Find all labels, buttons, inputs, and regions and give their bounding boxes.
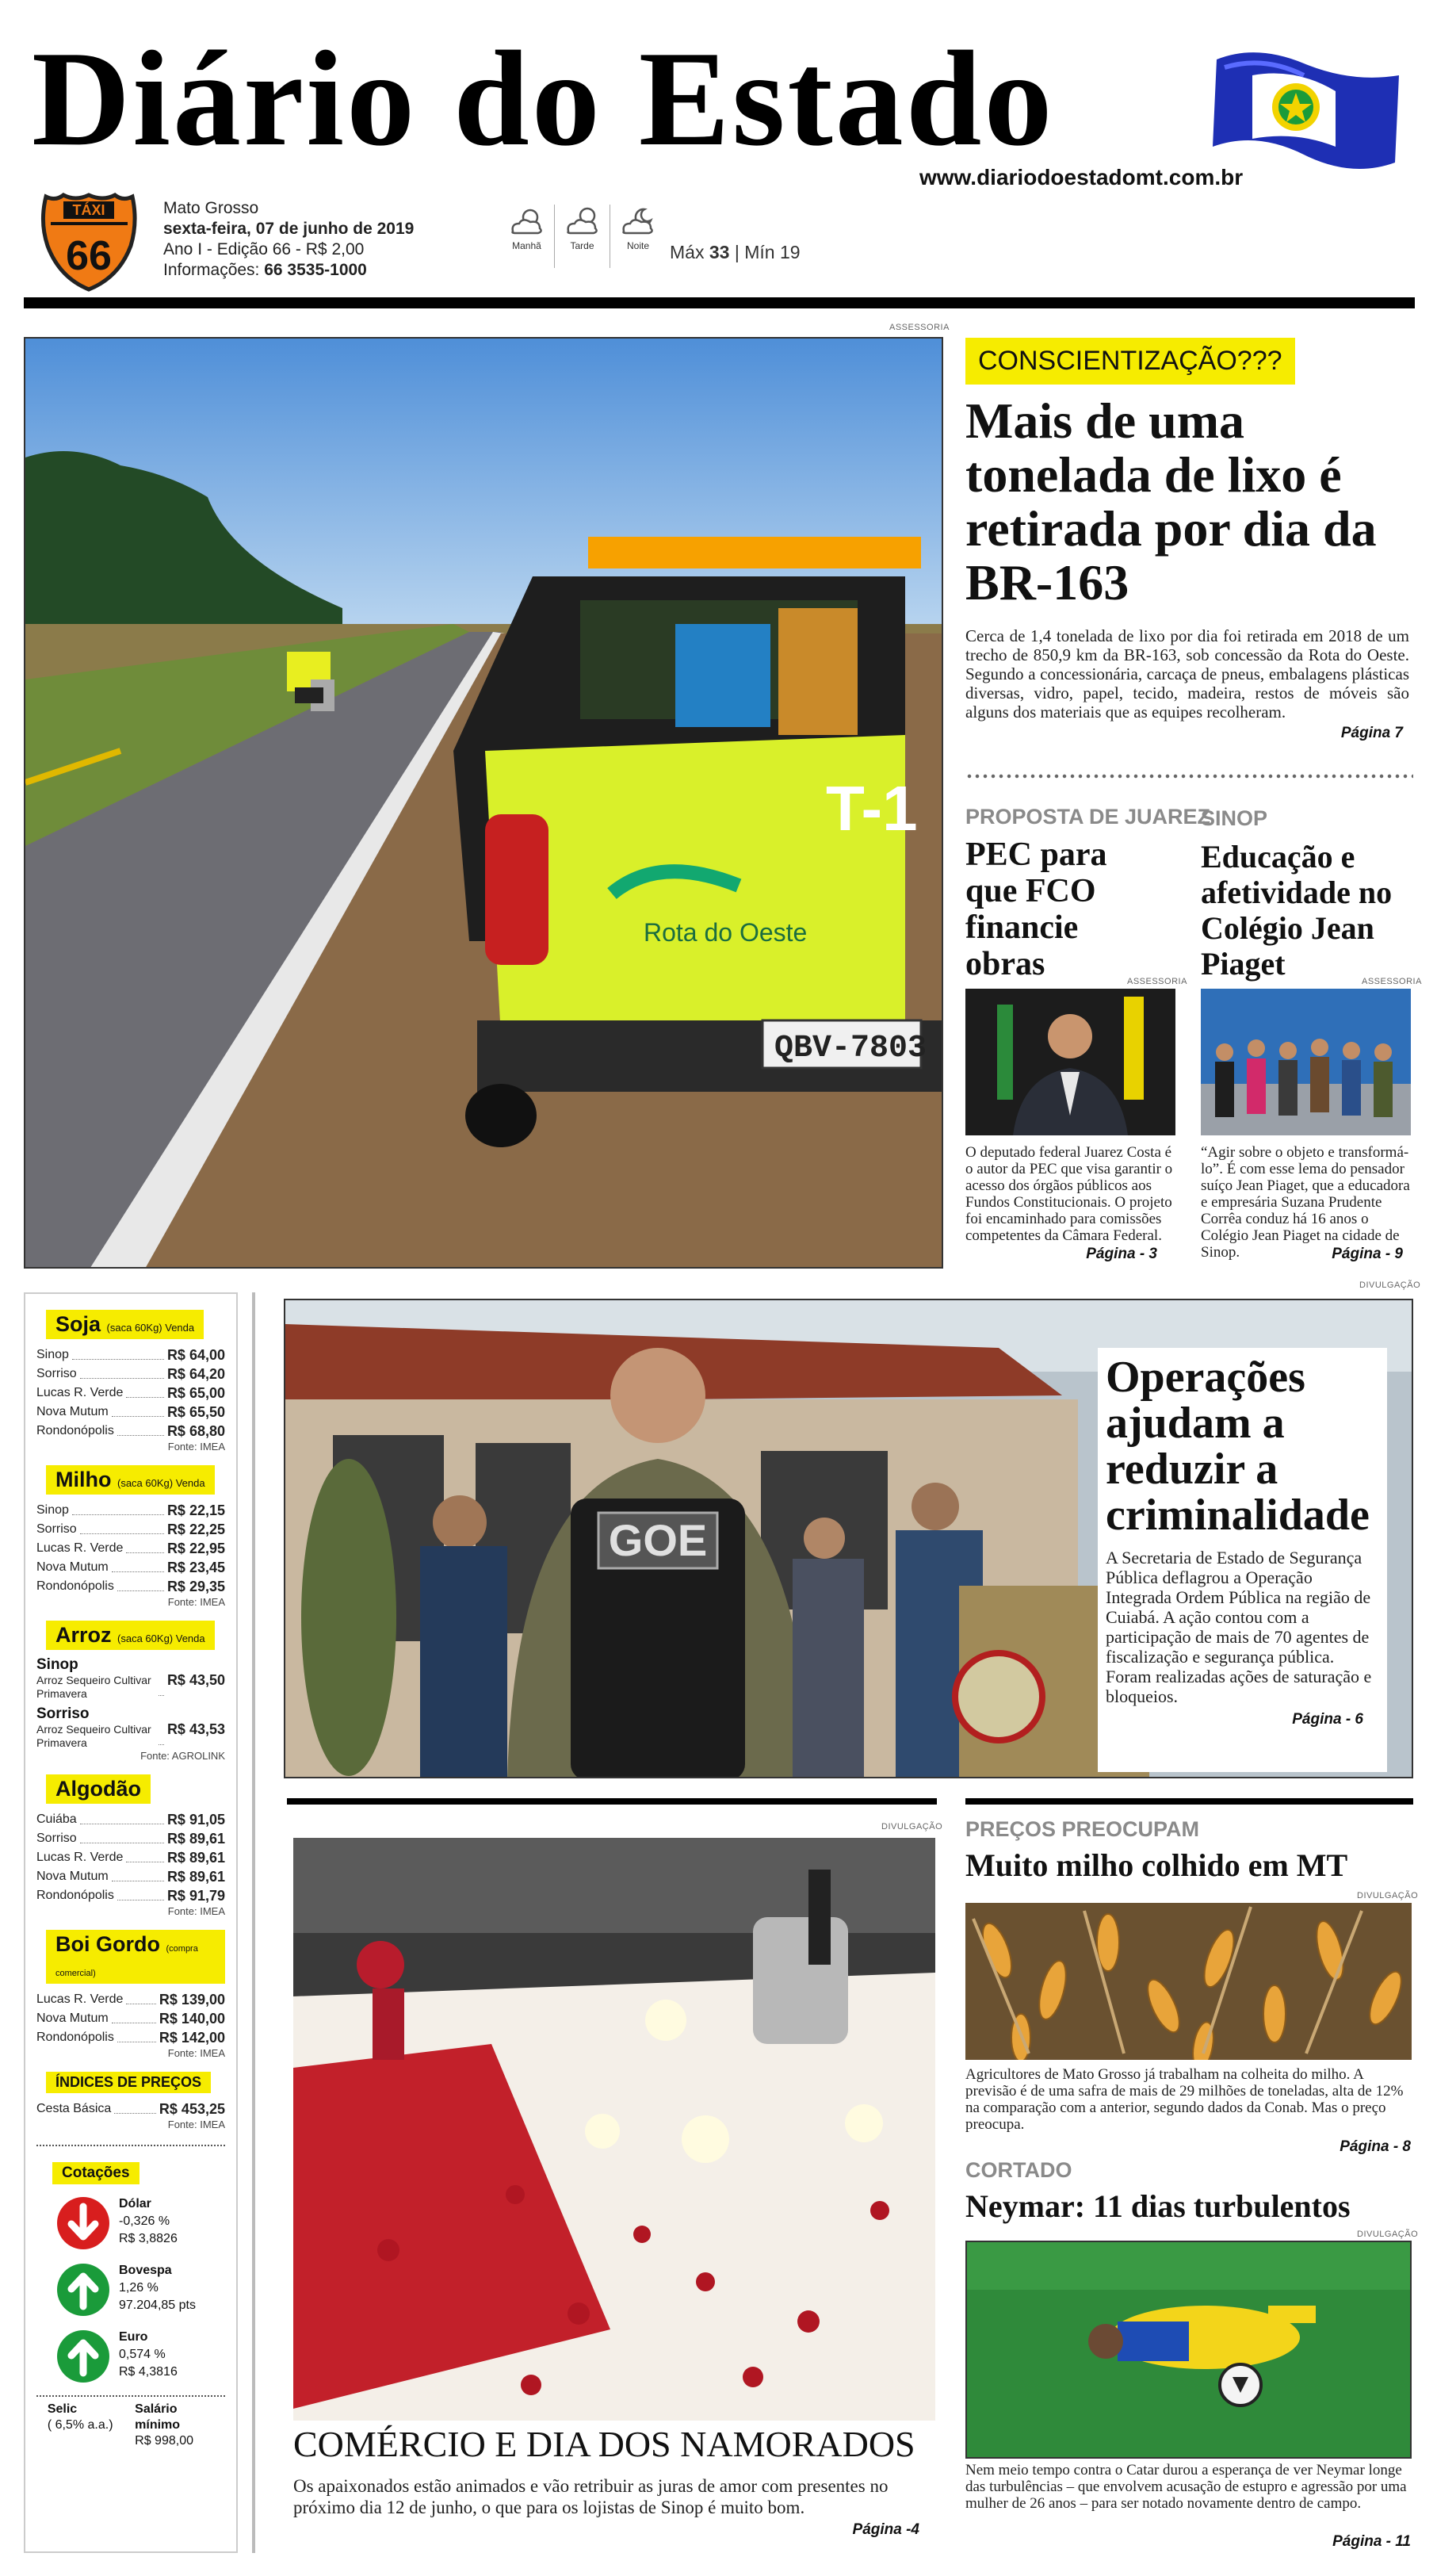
price-row	[36, 2028, 225, 2047]
milho-unit: (saca 60Kg) Venda	[117, 1477, 205, 1489]
boi-title: Boi Gordo	[55, 1932, 160, 1956]
sinop-page-ref[interactable]: Página - 9	[1332, 1246, 1403, 1262]
pec-kicker: PROPOSTA DE JUAREZ	[965, 805, 1211, 829]
namorados-photo	[293, 1838, 935, 2421]
sinop-headline[interactable]: Educação e afetividade no Colégio Jean Piaget	[1201, 839, 1393, 982]
city: Rondonópolis	[36, 1424, 114, 1437]
weather-morning	[499, 205, 555, 268]
price: R$ 43,50	[166, 1672, 225, 1688]
photo-credit: ASSESSORIA	[1127, 977, 1187, 986]
source-note: Fonte: IMEA	[167, 1441, 225, 1453]
indices-block	[36, 2064, 225, 2130]
divider	[36, 2145, 225, 2146]
algodao-block	[36, 1766, 225, 1917]
arroz-unit: (saca 60Kg) Venda	[117, 1632, 205, 1644]
milho-heading	[46, 1465, 215, 1495]
city: Nova Mutum	[36, 1870, 109, 1883]
milho-page-ref[interactable]: Página - 8	[1340, 2138, 1411, 2155]
min-label: Mín	[744, 242, 775, 262]
price-row	[36, 1345, 225, 1365]
price-row	[36, 1723, 225, 1750]
city: Nova Mutum	[36, 2011, 109, 2025]
price: R$ 43,53	[166, 1721, 225, 1737]
lead-kicker: CONSCIENTIZAÇÃO???	[965, 338, 1295, 385]
price-row	[36, 1990, 225, 2009]
source-note: Fonte: IMEA	[167, 2047, 225, 2059]
info-phone: 66 3535-1000	[264, 261, 367, 279]
photo-credit: DIVULGAÇÃO	[1357, 2230, 1419, 2239]
arroz-title: Arroz	[55, 1623, 112, 1647]
price-row	[36, 2009, 225, 2028]
milho-body: Agricultores de Mato Grosso já trabalham na colheita do milho. A previsão é de uma safra de mais de 29 milhões de toneladas, alta de 12% na comparação com a anterior, segundo dados da Conab. Mas o preço preocupa.	[965, 2066, 1404, 2133]
price-row	[36, 1365, 225, 1384]
price-row	[36, 1810, 225, 1829]
section-rule	[965, 1798, 1413, 1805]
price-row	[36, 1384, 225, 1403]
sinop-photo	[1201, 989, 1411, 1135]
arroz-block	[36, 1613, 225, 1762]
info-label: Informações:	[163, 261, 260, 279]
soja-block	[36, 1302, 225, 1453]
price: R$ 91,05	[166, 1812, 225, 1828]
city: Nova Mutum	[36, 1405, 109, 1418]
milho-headline[interactable]: Muito milho colhido em MT	[965, 1847, 1348, 1883]
euro-quote	[55, 2329, 225, 2384]
source-note: Fonte: IMEA	[167, 1905, 225, 1917]
source-note: Fonte: AGROLINK	[140, 1750, 225, 1762]
price-row	[36, 1577, 225, 1596]
city: Sinop	[36, 1348, 69, 1361]
photo-credit: DIVULGAÇÃO	[1359, 1280, 1421, 1290]
edition-number: Ano I - Edição 66 - R$ 2,00	[163, 240, 365, 258]
city: Rondonópolis	[36, 1579, 114, 1593]
sidebar-separator	[252, 1292, 255, 2553]
price-row	[36, 1848, 225, 1867]
weather-afternoon	[555, 205, 610, 268]
state-label: Mato Grosso	[163, 199, 259, 217]
neymar-kicker: CORTADO	[965, 2158, 1072, 2182]
lead-headline[interactable]: Mais de uma tonelada de lixo é retirada por dia da BR-163	[965, 392, 1377, 611]
item: Cesta Básica	[36, 2102, 112, 2115]
lead-photo	[24, 337, 943, 1269]
source-note: Fonte: IMEA	[167, 1596, 225, 1608]
bovespa-quote	[55, 2262, 225, 2318]
highway-truck-illustration	[25, 339, 943, 1269]
quote-change: 1,26 %	[119, 2281, 159, 2295]
price: R$ 65,00	[166, 1385, 225, 1401]
masthead-title: Diário do Estado	[32, 24, 1055, 174]
lead-body: Cerca de 1,4 tonelada de lixo por dia foi retirada em 2018 de um trecho de 850,9 km da BR-163, sob concessão da Rota do Oeste. Segundo a concessionária, carcaça de pneus, embalagens plásticas diversas, vidro, papel, tecido, madeira, restos de móveis são alguns dos materiais que as equipes recolheram.	[965, 626, 1409, 722]
temperature: Máx 33 | Mín 19	[670, 242, 801, 262]
max-label: Máx	[670, 242, 705, 262]
variety: Arroz Sequeiro Cultivar Primavera	[36, 1674, 151, 1700]
romantic-table-illustration	[293, 1838, 935, 2421]
namorados-headline[interactable]: COMÉRCIO E DIA DOS NAMORADOS	[293, 2424, 915, 2464]
quote-name: Bovespa	[119, 2264, 172, 2277]
mato-grosso-flag-icon	[1209, 44, 1403, 178]
svg-text:QBV-7803: QBV-7803	[774, 1031, 927, 1066]
boi-block	[36, 1922, 225, 2059]
deputy-portrait-illustration	[965, 989, 1175, 1135]
city: Lucas R. Verde	[36, 1541, 124, 1555]
pec-body: O deputado federal Juarez Costa é o autor da PEC que visa garantir o acesso dos órgãos públicos aos Fundos Constitucionais. O projeto foi encaminhado para comissões competentes da Câmara Federal.	[965, 1144, 1173, 1244]
city: Sinop	[36, 1503, 69, 1517]
neymar-photo	[965, 2241, 1412, 2459]
price-row	[36, 1539, 225, 1558]
milho-title: Milho	[55, 1468, 112, 1491]
arrow-up-icon	[55, 2262, 111, 2318]
rates-block	[36, 2402, 225, 2449]
sinop-kicker: SINOP	[1201, 806, 1268, 830]
city: Sorriso	[36, 1522, 77, 1536]
price-row	[36, 2099, 225, 2119]
svg-text:TÁXI: TÁXI	[72, 202, 105, 218]
pec-page-ref[interactable]: Página - 3	[1086, 1246, 1157, 1262]
soja-heading	[46, 1310, 204, 1339]
price: R$ 22,25	[166, 1521, 225, 1537]
weather-night	[610, 205, 666, 268]
corn-harvest-illustration	[965, 1903, 1412, 2060]
operacoes-headline[interactable]: Operações ajudam a reduzir a criminalidade	[1106, 1353, 1370, 1540]
price: R$ 23,45	[166, 1560, 225, 1575]
sinop-body: “Agir sobre o objeto e transformá-lo”. É com esse lema do pensador suíço Jean Piaget, que a educadora e empresária Suzana Prudente Corrêa conduz há 16 anos o Colégio Jean Piaget na cidade de Sinop.	[1201, 1144, 1410, 1261]
period-label: Tarde	[570, 240, 594, 251]
soja-title: Soja	[55, 1312, 101, 1336]
city: Sorriso	[36, 1832, 77, 1845]
selic-value: ( 6,5% a.a.)	[47, 2418, 113, 2432]
price: R$ 64,00	[166, 1347, 225, 1363]
pec-headline[interactable]: PEC para que FCO financie obras	[965, 836, 1107, 982]
operacoes-page-ref[interactable]: Página - 6	[1292, 1711, 1363, 1728]
price-row	[36, 1558, 225, 1577]
price: R$ 89,61	[166, 1831, 225, 1847]
operacoes-body: A Secretaria de Estado de Segurança Pública deflagrou a Operação Integrada Ordem Pública na região de Cuiabá. A ação contou com a participação de mais de 70 agentes de fiscalização e segurança pública. Foram realizadas ações de saturação e bloqueios.	[1106, 1548, 1372, 1706]
price-row	[36, 1829, 225, 1848]
price: R$ 29,35	[166, 1579, 225, 1594]
min-temp: 19	[779, 242, 801, 262]
price-row	[36, 1422, 225, 1441]
arroz-heading	[46, 1621, 215, 1650]
boi-heading	[46, 1930, 225, 1984]
price: R$ 65,50	[166, 1404, 225, 1420]
divider	[36, 2395, 225, 2397]
arrow-down-icon	[55, 2195, 111, 2251]
cotacoes-heading: Cotações	[52, 2162, 139, 2184]
neymar-headline[interactable]: Neymar: 11 dias turbulentos	[965, 2188, 1351, 2224]
football-player-illustration	[967, 2242, 1412, 2459]
price: R$ 22,15	[166, 1502, 225, 1518]
milho-block	[36, 1457, 225, 1608]
variety: Arroz Sequeiro Cultivar Primavera	[36, 1723, 151, 1749]
quote-value: R$ 3,8826	[119, 2232, 178, 2245]
quote-change: 0,574 %	[119, 2348, 166, 2361]
price: R$ 89,61	[166, 1869, 225, 1885]
city: Nova Mutum	[36, 1560, 109, 1574]
neymar-body: Nem meio tempo contra o Catar durou a esperança de ver Neymar longe das turbulências – que envolvem acusação de estupro e agressão por uma mulher de 26 anos – para ser notado novamente dentro de campo.	[965, 2462, 1407, 2512]
weather-forecast	[499, 205, 666, 268]
price-row	[36, 1674, 225, 1701]
photo-credit: ASSESSORIA	[1362, 977, 1422, 986]
selic-label: Selic	[47, 2402, 78, 2416]
price-row	[36, 1867, 225, 1886]
price: R$ 453,25	[159, 2101, 225, 2117]
city: Lucas R. Verde	[36, 1851, 124, 1864]
svg-text:66: 66	[66, 233, 112, 279]
boi-unit: (compra comercial)	[55, 1944, 198, 1978]
photo-credit: DIVULGAÇÃO	[881, 1822, 943, 1832]
algodao-heading	[46, 1774, 151, 1804]
commodities-sidebar	[24, 1292, 238, 2553]
city: Rondonópolis	[36, 2031, 114, 2044]
price: R$ 140,00	[159, 2011, 225, 2027]
moon-cloud-icon	[617, 205, 659, 238]
city: Cuiába	[36, 1812, 77, 1826]
operacoes-textbox	[1098, 1348, 1387, 1772]
svg-text:T-1: T-1	[826, 773, 918, 844]
period-label: Noite	[626, 240, 649, 251]
salario-value: R$ 998,00	[135, 2434, 193, 2448]
svg-text:Rota do Oeste: Rota do Oeste	[644, 918, 808, 947]
price: R$ 22,95	[166, 1541, 225, 1556]
salario-label: Salário mínimo	[135, 2402, 181, 2432]
edition-info	[163, 198, 414, 281]
price: R$ 64,20	[166, 1366, 225, 1382]
section-rule	[287, 1798, 937, 1805]
city: Sorriso	[36, 1367, 77, 1380]
namorados-body: Os apaixonados estão animados e vão retribuir as juras de amor com presentes no próximo dia 12 de junho, o que para os lojistas de Sinop é muito bom.	[293, 2476, 889, 2517]
photo-credit: DIVULGAÇÃO	[1357, 1891, 1419, 1900]
photo-credit: ASSESSORIA	[889, 323, 950, 332]
period-label: Manhã	[512, 240, 541, 251]
city: Sorriso	[36, 1705, 90, 1722]
school-group-illustration	[1201, 989, 1411, 1135]
lead-page-ref[interactable]: Página 7	[1340, 725, 1403, 741]
sun-cloud-icon	[506, 205, 548, 238]
price: R$ 91,79	[166, 1888, 225, 1904]
quote-change: -0,326 %	[119, 2214, 170, 2228]
dotted-divider	[965, 773, 1413, 779]
price: R$ 89,61	[166, 1850, 225, 1866]
quote-value: R$ 4,3816	[119, 2365, 178, 2379]
price-row	[36, 1403, 225, 1422]
milho-kicker: PREÇOS PREOCUPAM	[965, 1817, 1200, 1841]
dolar-quote	[55, 2195, 225, 2251]
indices-heading: ÍNDICES DE PREÇOS	[46, 2072, 211, 2093]
taxi-66-sign-icon	[40, 190, 139, 293]
price: R$ 142,00	[159, 2030, 225, 2046]
svg-text:GOE: GOE	[608, 1515, 708, 1565]
pec-photo	[965, 989, 1175, 1135]
price-row	[36, 1501, 225, 1520]
price-row	[36, 1886, 225, 1905]
price: R$ 139,00	[159, 1992, 225, 2008]
city: Lucas R. Verde	[36, 1992, 124, 2006]
city: Lucas R. Verde	[36, 1386, 124, 1399]
masthead-rule	[24, 297, 1415, 308]
soja-unit: (saca 60Kg) Venda	[106, 1322, 195, 1334]
algodao-title: Algodão	[55, 1777, 141, 1801]
namorados-page-ref[interactable]: Página -4	[852, 2521, 919, 2538]
neymar-page-ref[interactable]: Página - 11	[1332, 2533, 1411, 2550]
sun-cloud-icon	[562, 205, 603, 238]
quote-name: Dólar	[119, 2197, 151, 2210]
city: Sinop	[36, 1656, 78, 1673]
arrow-up-icon	[55, 2329, 111, 2384]
website-url[interactable]: www.diariodoestadomt.com.br	[919, 165, 1244, 189]
city: Rondonópolis	[36, 1889, 114, 1902]
edition-date: sexta-feira, 07 de junho de 2019	[163, 220, 415, 238]
milho-photo	[965, 1903, 1412, 2060]
price: R$ 68,80	[166, 1423, 225, 1439]
quote-value: 97.204,85 pts	[119, 2298, 196, 2312]
max-temp: 33	[709, 242, 730, 262]
source-note: Fonte: IMEA	[167, 2119, 225, 2130]
price-row	[36, 1520, 225, 1539]
quote-name: Euro	[119, 2330, 148, 2344]
